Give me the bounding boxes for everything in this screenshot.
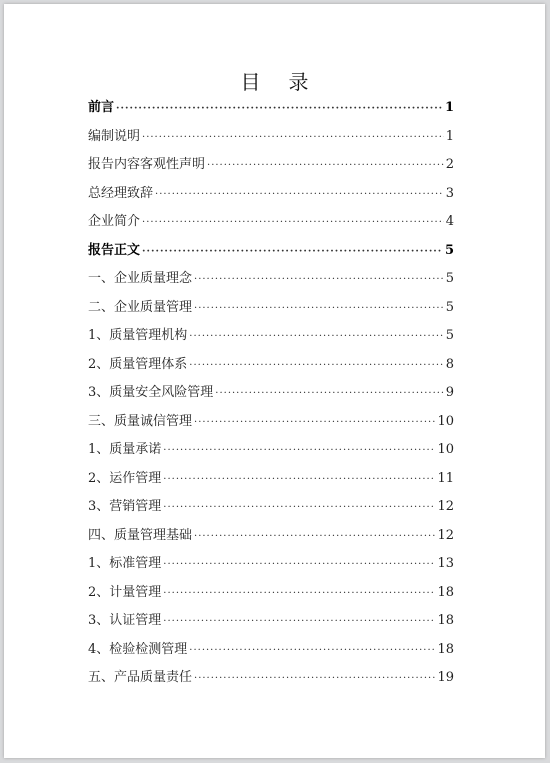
toc-entry[interactable] — [88, 296, 454, 325]
toc-leader-dots — [194, 531, 435, 542]
toc-entry-label: 报告正文 — [88, 242, 141, 258]
toc-entry[interactable] — [88, 581, 454, 610]
toc-entry-page-number: 5 — [445, 271, 454, 286]
toc-entry-page-number: 1 — [444, 100, 454, 115]
toc-title-char-1: 目 — [240, 70, 261, 94]
toc-entry[interactable] — [88, 324, 454, 353]
toc-entry-label: 4、检验检测管理 — [88, 641, 188, 657]
toc-entry-page-number: 5 — [445, 328, 454, 343]
toc-leader-dots — [215, 388, 443, 399]
toc-leader-dots — [194, 417, 435, 428]
toc-entry-page-number: 12 — [437, 527, 454, 543]
toc-entry[interactable] — [88, 210, 454, 239]
toc-entry-label: 一、企业质量理念 — [88, 271, 193, 286]
toc-leader-dots — [163, 445, 435, 456]
toc-entry[interactable] — [88, 638, 454, 667]
toc-entry[interactable] — [88, 524, 454, 553]
toc-entry-page-number: 3 — [445, 185, 454, 201]
toc-leader-dots — [155, 189, 444, 200]
toc-entry[interactable] — [88, 467, 454, 496]
toc-leader-dots — [163, 474, 435, 485]
toc-entry-label: 三、质量诚信管理 — [88, 413, 193, 429]
toc-leader-dots — [163, 502, 435, 513]
toc-leader-dots — [142, 217, 444, 228]
toc-entry-page-number: 13 — [437, 556, 454, 571]
toc-entry-label: 报告内容客观性声明 — [88, 157, 206, 172]
toc-entry-page-number: 19 — [437, 670, 454, 685]
toc-leader-dots — [194, 274, 444, 285]
toc-entry-page-number: 11 — [437, 470, 454, 486]
toc-entry-page-number: 9 — [445, 385, 454, 400]
toc-entry-page-number: 2 — [445, 157, 454, 172]
toc-entry[interactable] — [88, 239, 454, 268]
toc-entry[interactable] — [88, 552, 454, 581]
toc-leader-dots — [163, 616, 435, 627]
toc-entry-page-number: 1 — [445, 128, 454, 144]
toc-entry[interactable] — [88, 182, 454, 211]
toc-entry[interactable] — [88, 410, 454, 439]
toc-leader-dots — [163, 559, 435, 570]
toc-leader-dots — [142, 246, 443, 257]
toc-entry-page-number: 5 — [444, 242, 454, 258]
toc-entry-label: 总经理致辞 — [88, 185, 154, 201]
toc-entry-label: 2、质量管理体系 — [88, 356, 188, 372]
toc-entry[interactable] — [88, 353, 454, 382]
toc-leader-dots — [142, 132, 444, 143]
toc-entry-label: 2、运作管理 — [88, 470, 162, 486]
toc-entry[interactable] — [88, 153, 454, 182]
toc-entry[interactable] — [88, 125, 454, 154]
toc-title — [4, 66, 545, 95]
toc-leader-dots — [207, 160, 444, 171]
toc-entry-label: 2、计量管理 — [88, 584, 162, 600]
toc-leader-dots — [189, 645, 435, 656]
toc-entry-label: 3、营销管理 — [88, 499, 162, 514]
toc-leader-dots — [189, 331, 443, 342]
toc-entry-page-number: 10 — [437, 442, 454, 457]
document-page — [4, 4, 545, 758]
toc-entry-page-number: 4 — [445, 214, 454, 229]
toc-entry-label: 二、企业质量管理 — [88, 299, 193, 315]
toc-entry-label: 1、质量管理机构 — [88, 328, 188, 343]
toc-entry[interactable] — [88, 438, 454, 467]
toc-leader-dots — [194, 303, 444, 314]
toc-leader-dots — [116, 103, 443, 114]
toc-entry-label: 编制说明 — [88, 128, 141, 144]
toc-entry-page-number: 12 — [437, 499, 454, 514]
toc-entry-page-number: 10 — [437, 413, 454, 429]
toc-entry-page-number: 18 — [437, 641, 454, 657]
toc-entry-page-number: 18 — [437, 584, 454, 600]
toc-entry-label: 1、质量承诺 — [88, 442, 162, 457]
toc-entry[interactable] — [88, 381, 454, 410]
table-of-contents — [88, 96, 454, 695]
toc-leader-dots — [189, 360, 443, 371]
toc-entry-page-number: 8 — [445, 356, 454, 372]
toc-entry[interactable] — [88, 666, 454, 695]
toc-leader-dots — [194, 673, 435, 684]
toc-entry[interactable] — [88, 96, 454, 125]
toc-entry-label: 3、质量安全风险管理 — [88, 385, 214, 400]
toc-entry-label: 3、认证管理 — [88, 613, 162, 628]
toc-title-char-2: 录 — [288, 70, 309, 94]
toc-entry[interactable] — [88, 267, 454, 296]
toc-entry[interactable] — [88, 609, 454, 638]
toc-entry[interactable] — [88, 495, 454, 524]
toc-entry-label: 1、标准管理 — [88, 556, 162, 571]
toc-entry-page-number: 18 — [437, 613, 454, 628]
toc-entry-label: 五、产品质量责任 — [88, 670, 193, 685]
toc-entry-label: 四、质量管理基础 — [88, 527, 193, 543]
toc-leader-dots — [163, 588, 435, 599]
toc-entry-label: 企业简介 — [88, 214, 141, 229]
toc-entry-label: 前言 — [88, 100, 115, 115]
toc-entry-page-number: 5 — [445, 299, 454, 315]
